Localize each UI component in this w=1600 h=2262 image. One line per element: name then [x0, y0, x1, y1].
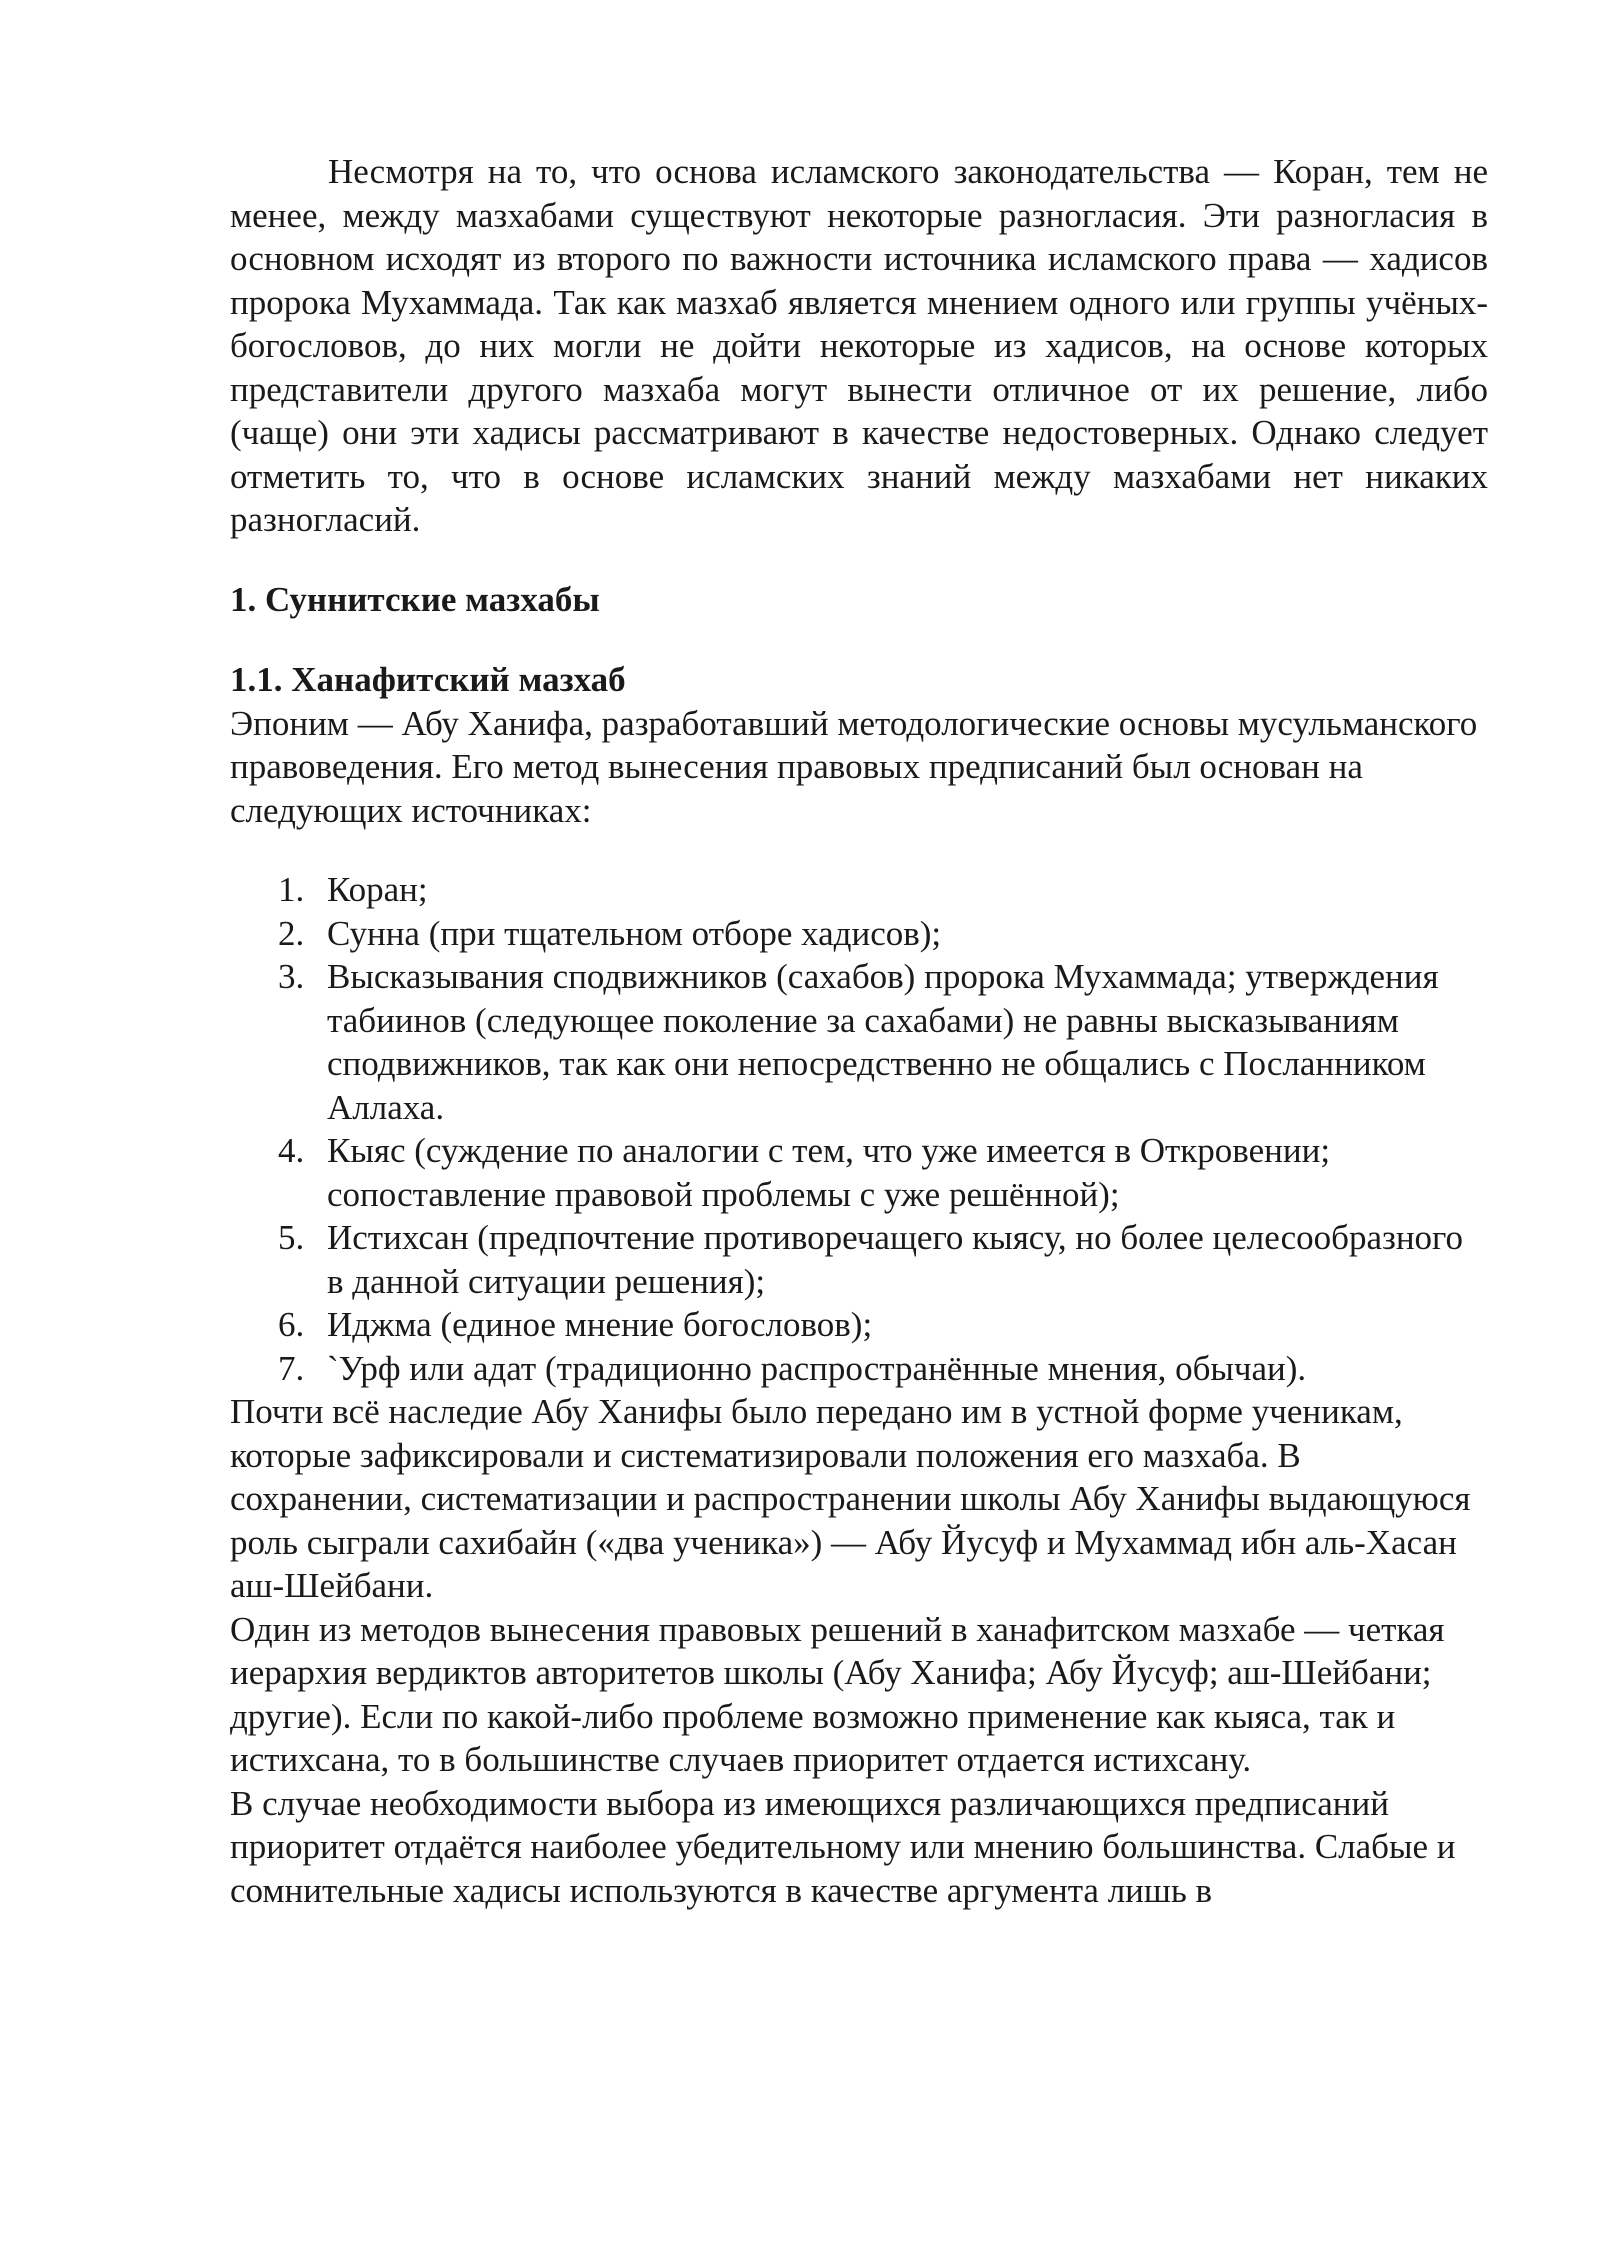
list-item-text: `Урф или адат (традиционно распространённые мнения, обычаи). — [327, 1348, 1307, 1388]
sources-list — [230, 868, 1488, 1390]
list-number: 5. — [278, 1218, 305, 1257]
intro-paragraph: Несмотря на то, что основа исламского законодательства — Коран, тем не менее, между мазхабами существуют некоторые разногласия. Эти разногласия в основном исходят из второго по важности источника исламского права — хадисов пророка Мухаммада. Так как мазхаб является мнением одного или группы учёных-богословов, до них могли не дойти некоторые из хадисов, на основе которых представители другого мазхаба могут вынести отличное от их решение, либо (чаще) они эти хадисы рассматривают в качестве недостоверных. Однако следует отметить то, что в основе исламских знаний между мазхабами нет никаких разногласий. — [230, 152, 1488, 539]
legacy-paragraph: Почти всё наследие Абу Ханифы было передано им в устной форме ученикам, которые зафиксировали и систематизировали положения его мазхаба. В сохранении, систематизации и распространении школы Абу Ханифы выдающуюся роль сыграли сахибайн («два ученика») — Абу Йусуф и Мухаммад ибн аль-Хасан аш-Шейбани. — [230, 1392, 1471, 1605]
list-number: 4. — [278, 1131, 305, 1170]
list-item — [230, 1347, 1488, 1391]
choice-paragraph: В случае необходимости выбора из имеющихся различающихся предписаний приоритет отдаётся наиболее убедительному или мнению большинства. Слабые и сомнительные хадисы используются в качестве аргумента лишь в — [230, 1783, 1456, 1910]
method-paragraph: Один из методов вынесения правовых решений в ханафитском мазхабе — четкая иерархия вердиктов авторитетов школы (Абу Ханифа; Абу Йусуф; аш-Шейбани; другие). Если по какой-либо проблеме возможно применение как кыяса, так и истихсана, то в большинстве случаев приоритет отдается истихсану. — [230, 1609, 1445, 1779]
list-item — [230, 955, 1488, 1129]
list-number: 3. — [278, 957, 305, 996]
list-item-text: Иджма (единое мнение богословов); — [327, 1305, 873, 1344]
list-item-text: Высказывания сподвижников (сахабов) пророка Мухаммада; утверждения табиинов (следующее поколение за сахабами) не равны высказываниям сподвижников, так как они непосредственно не общались с Посланником Аллаха. — [327, 957, 1439, 1127]
list-item-text: Кыяс (суждение по аналогии с тем, что уже имеется в Откровении; сопоставление правовой проблемы с уже решённой); — [327, 1131, 1331, 1214]
document-page — [230, 150, 1488, 1912]
list-number: 6. — [278, 1305, 305, 1344]
list-item-text: Коран; — [327, 870, 428, 909]
list-item — [230, 1216, 1488, 1303]
heading-sunni-madhhabs: 1. Суннитские мазхабы — [230, 579, 600, 619]
list-item — [230, 1129, 1488, 1216]
list-number: 1. — [278, 870, 305, 909]
list-item — [230, 1303, 1488, 1347]
list-item — [230, 868, 1488, 912]
heading-hanafi-madhhab: 1.1. Ханафитский мазхаб — [230, 660, 626, 699]
list-number: 7. — [278, 1348, 305, 1388]
list-item-text: Истихсан (предпочтение противоречащего кыясу, но более целесообразного в данной ситуации решения); — [327, 1218, 1464, 1301]
list-item — [230, 912, 1488, 956]
list-item-text: Сунна (при тщательном отборе хадисов); — [327, 913, 942, 953]
eponym-paragraph: Эпоним — Абу Ханифа, разработавший методологические основы мусульманского правоведения. Его метод вынесения правовых предписаний был основан на следующих источниках: — [230, 703, 1478, 830]
list-number: 2. — [278, 913, 305, 953]
